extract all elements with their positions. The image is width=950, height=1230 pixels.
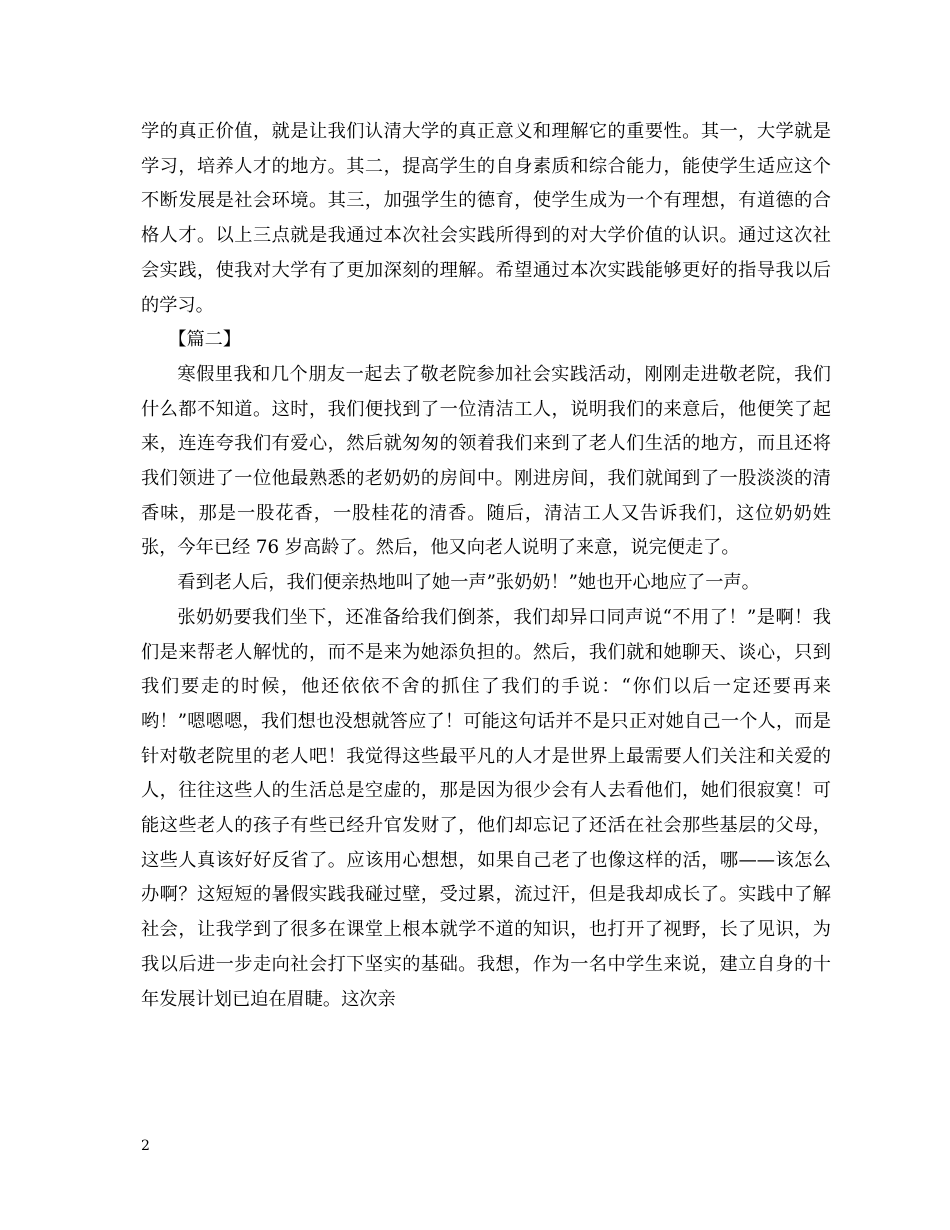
- paragraph-nursing-home-visit: 寒假里我和几个朋友一起去了敬老院参加社会实践活动，刚刚走进敬老院，我们什么都不知道。这时，我们便找到了一位清洁工人，说明我们的来意后，他便笑了起来，连连夸我们有爱心，然后就匆匆的领着我们来到了老人们生活的地方，而且还将我们领进了一位他最熟悉的老奶奶的房间中。刚进房间，我们就闻到了一股淡淡的清香味，那是一股花香，一股桂花的清香。随后，清洁工人又告诉我们，这位奶奶姓张，今年已经 76 岁高龄了。然后，他又向老人说明了来意，说完便走了。: [141, 363, 831, 559]
- paragraph-greeting: 看到老人后，我们便亲热地叫了她一声”张奶奶！”她也开心地应了一声。: [177, 572, 760, 594]
- paragraph-reflection: 张奶奶要我们坐下，还准备给我们倒茶，我们却异口同声说“不用了！”是啊！我们是来帮老人解忧的，而不是来为她添负担的。然后，我们就和她聊天、谈心，只到我们要走的时候，他还依依不舍的抓住了我们的手说：“你们以后一定还要再来哟！”嗯嗯嗯，我们想也没想就答应了！可能这句话并不是只正对她自己一个人，而是针对敬老院里的老人吧！我觉得这些最平凡的人才是世界上最需要人们关注和关爱的人，往往这些人的生活总是空虚的，那是因为很少会有人去看他们，她们很寂寞！可能这些老人的孩子有些已经升官发财了，他们却忘记了还活在社会那些基层的父母，这些人真该好好反省了。应该用心想想，如果自己老了也像这样的活，哪——该怎么办啊？这短短的暑假实践我碰过壁，受过累，流过汗，但是我却成长了。实践中了解社会，让我学到了很多在课堂上根本就学不道的知识，也打开了视野，长了见识，为我以后进一步走向社会打下坚实的基础。我想，作为一名中学生来说，建立自身的十年发展计划已迫在眉睫。这次亲: [141, 606, 831, 1010]
- document-body: [141, 115, 831, 1017]
- page-number: 2: [141, 1138, 150, 1154]
- section-heading: 【篇二】: [168, 329, 242, 351]
- paragraph-university-value: 学的真正价值，就是让我们认清大学的真正意义和理解它的重要性。其一，大学就是学习，培养人才的地方。其二，提高学生的自身素质和综合能力，能使学生适应这个不断发展是社会环境。其三，加强学生的德育，使学生成为一个有理想，有道德的合格人才。以上三点就是我通过本次社会实践所得到的对大学价值的认识。通过这次社会实践，使我对大学有了更加深刻的理解。希望通过本次实践能够更好的指导我以后的学习。: [141, 121, 831, 316]
